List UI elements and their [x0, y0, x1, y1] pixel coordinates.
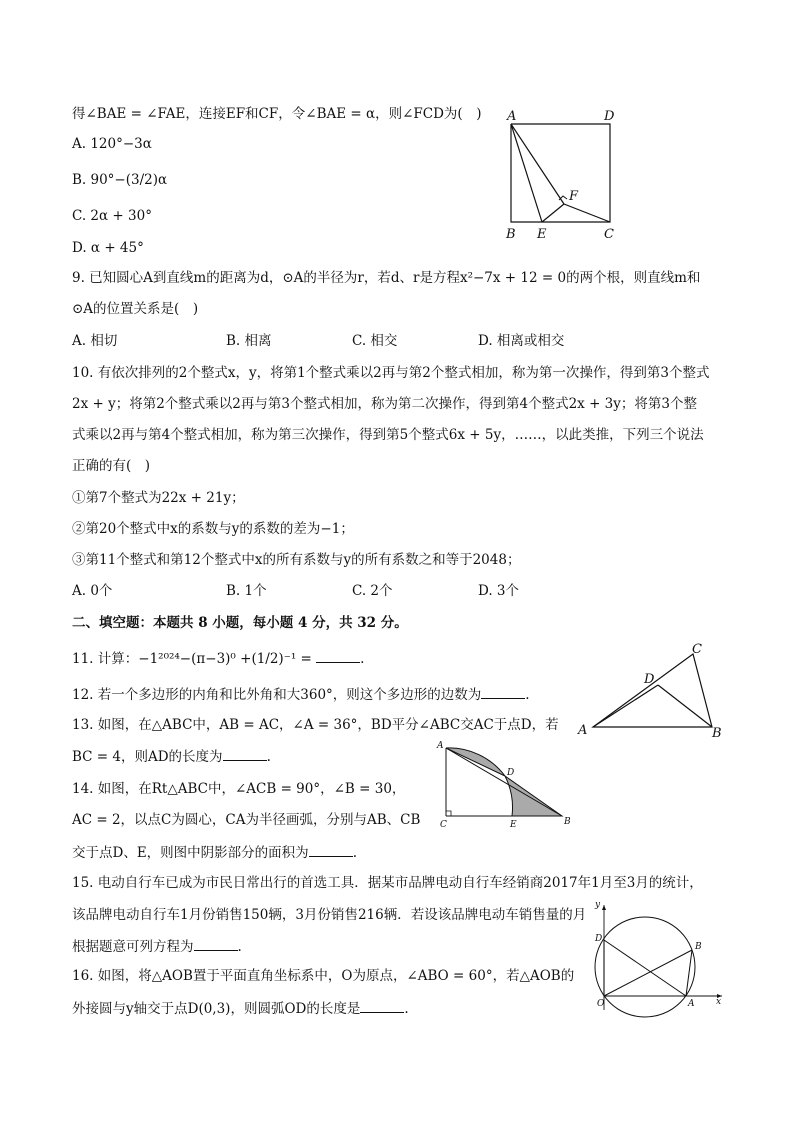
- q16-circle-figure: [592, 900, 727, 1020]
- q12-answer-blank[interactable]: [481, 684, 525, 699]
- q14-line-3: 交于点D、E，则图中阴影部分的面积为: [72, 845, 309, 861]
- q10-statement-3: ③第11个整式和第12个整式中x的所有系数与y的所有系数之和等于2048；: [72, 552, 521, 568]
- label-A: A: [688, 999, 695, 1009]
- label-x: x: [716, 997, 722, 1007]
- label-D: D: [595, 934, 603, 944]
- q10-statement-1: ①第7个整式为22x + 21y；: [72, 490, 245, 506]
- q15-answer-blank[interactable]: [194, 936, 238, 951]
- label-A: A: [507, 109, 517, 124]
- q13-line-2: BC = 4，则AD的长度为: [72, 749, 223, 765]
- label-C: C: [692, 642, 702, 657]
- label-F: F: [569, 189, 579, 204]
- q10-option-d[interactable]: D. 3个: [478, 583, 520, 599]
- q11-end: .: [360, 651, 365, 667]
- q8-stem: 得∠BAE = ∠FAE，连接EF和CF，令∠BAE = α，则∠FCD为( ): [72, 106, 482, 122]
- q10-line-3: 式乘以2再与第4个整式相加，称为第三次操作，得到第5个整式6x + 5y，……，以此类推，下列三个说法: [72, 427, 704, 443]
- q14-line-3-wrap: [72, 842, 357, 863]
- q10-option-c[interactable]: C. 2个: [352, 583, 393, 599]
- label-D: D: [604, 109, 615, 124]
- q14-answer-blank[interactable]: [309, 842, 353, 857]
- q16-line-1: 16. 如图，将△AOB置于平面直角坐标系中，O为原点，∠ABO = 60°，若△AOB的: [72, 968, 575, 984]
- q15-line-1: 15. 电动自行车已成为市民日常出行的首选工具．据某市品牌电动自行车经销商2017年1月至3月的统计，: [72, 875, 703, 891]
- label-B: B: [506, 227, 516, 242]
- label-C: C: [440, 820, 447, 830]
- label-B: B: [695, 942, 702, 952]
- label-A: A: [437, 741, 444, 751]
- q8-option-c[interactable]: C. 2α + 30°: [72, 208, 152, 224]
- q13-end: .: [266, 749, 271, 765]
- q9-option-c[interactable]: C. 相交: [352, 333, 398, 349]
- label-C: C: [604, 227, 614, 242]
- label-E: E: [510, 820, 517, 830]
- q10-line-1: 10. 有依次排列的2个整式x，y，将第1个整式乘以2再与第2个整式相加，称为第一次操作，得到第3个整式: [72, 365, 710, 381]
- q9-line-1: 9. 已知圆心A到直线m的距离为d，⊙A的半径为r，若d、r是方程x²−7x + 12 = 0的两个根，则直线m和: [72, 270, 701, 286]
- q16-line-2-wrap: [72, 998, 409, 1019]
- q13-line-1: 13. 如图，在△ABC中，AB = AC，∠A = 36°，BD平分∠ABC交AC于点D，若: [72, 717, 559, 733]
- q15-line-3: 根据题意可列方程为: [72, 939, 194, 955]
- q9-option-b[interactable]: B. 相离: [226, 333, 272, 349]
- q10-line-2: 2x + y；将第2个整式乘以2再与第3个整式相加，称为第二次操作，得到第4个整式2x + 3y；将第3个整: [72, 396, 697, 412]
- q16-line-2: 外接圆与y轴交于点D(0,3)，则圆弧OD的长度是: [72, 1001, 361, 1017]
- q11-answer-blank[interactable]: [316, 648, 360, 663]
- q13-answer-blank[interactable]: [223, 746, 267, 761]
- q14-arc-figure: [432, 738, 582, 833]
- label-E: E: [537, 227, 547, 242]
- q11-text: 11. 计算：−1²⁰²⁴−(π−3)⁰ +(1/2)⁻¹ =: [72, 651, 312, 667]
- label-y: y: [595, 900, 601, 910]
- section-2-title: 二、填空题：本题共 8 小题，每小题 4 分，共 32 分。: [72, 615, 408, 631]
- q9-option-a[interactable]: A. 相切: [72, 333, 118, 349]
- q12-end: .: [525, 687, 530, 703]
- q15-line-2: 该品牌电动自行车1月份销售150辆，3月份销售216辆．若设该品牌电动车销售量的月: [72, 907, 587, 923]
- q8-option-a[interactable]: A. 120°−3α: [72, 136, 152, 152]
- q15-line-3-wrap: [72, 936, 242, 957]
- q8-option-d[interactable]: D. α + 45°: [72, 240, 144, 256]
- label-B: B: [712, 726, 722, 741]
- q13-line-2-wrap: [72, 746, 271, 767]
- q12-text: 12. 若一个多边形的内角和比外角和大360°，则这个多边形的边数为: [72, 687, 482, 703]
- q12: [72, 684, 530, 705]
- q14-line-2: AC = 2，以点C为圆心，CA为半径画弧，分别与AB、CB: [72, 812, 421, 828]
- q16-end: .: [404, 1001, 409, 1017]
- q10-statement-2: ②第20个整式中x的系数与y的系数的差为−1；: [72, 521, 354, 537]
- label-A: A: [578, 723, 588, 738]
- q16-answer-blank[interactable]: [360, 998, 404, 1013]
- q8-square-figure: [500, 108, 630, 243]
- q10-option-a[interactable]: A. 0个: [72, 583, 113, 599]
- q11: [72, 648, 364, 669]
- q15-end: .: [237, 939, 242, 955]
- q10-line-4: 正确的有( ): [72, 458, 151, 474]
- q9-option-d[interactable]: D. 相离或相交: [478, 333, 565, 349]
- label-D: D: [507, 768, 515, 778]
- q10-option-b[interactable]: B. 1个: [226, 583, 267, 599]
- q14-line-1: 14. 如图，在Rt△ABC中，∠ACB = 90°，∠B = 30，: [72, 781, 406, 797]
- label-B: B: [564, 817, 571, 827]
- q9-line-2: ⊙A的位置关系是( ): [72, 301, 199, 317]
- label-O: O: [597, 999, 605, 1009]
- q8-option-b[interactable]: B. 90°−(3/2)α: [72, 172, 168, 188]
- q14-end: .: [352, 845, 357, 861]
- q13-triangle-figure: [575, 642, 725, 742]
- label-D: D: [644, 672, 655, 687]
